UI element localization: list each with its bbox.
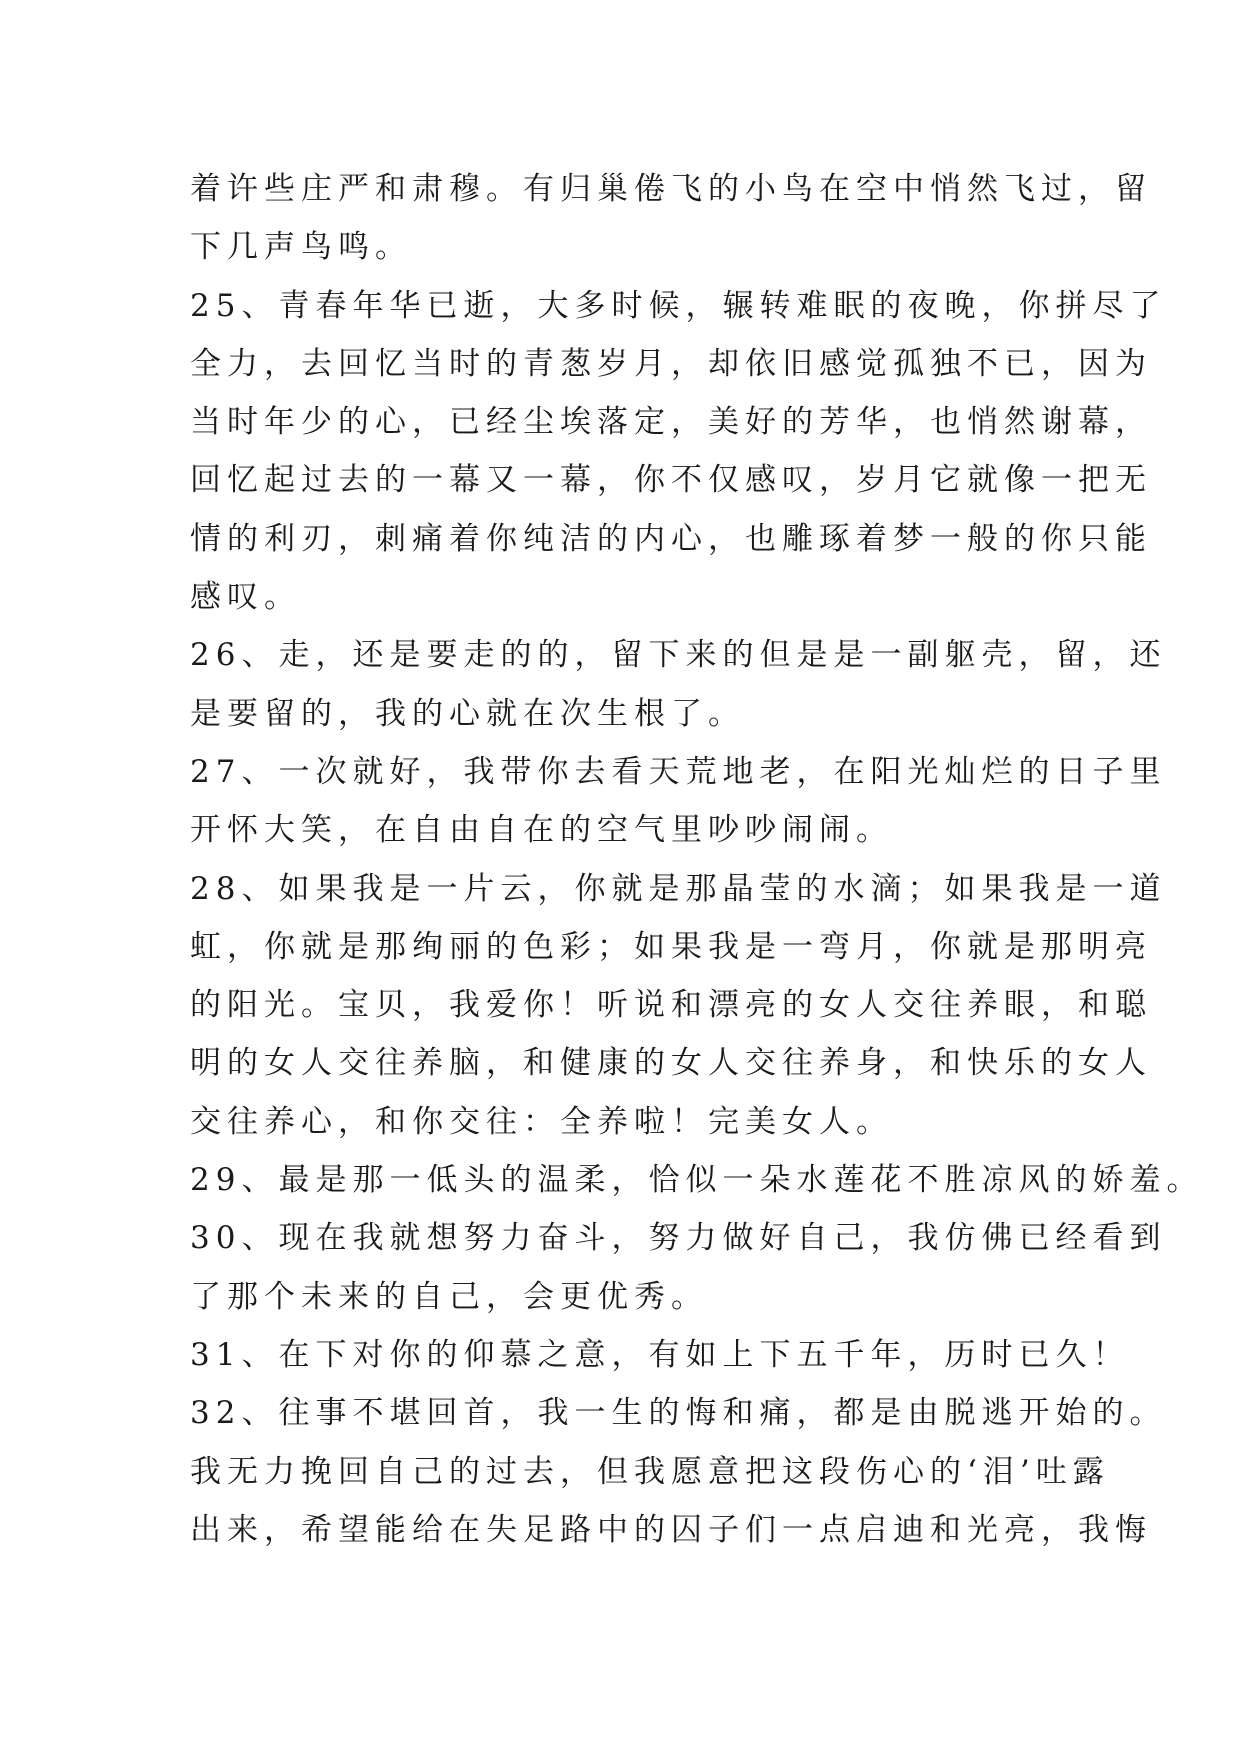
text-line: 情的利刃，刺痛着你纯洁的内心，也雕琢着梦一般的你只能 [190,520,1152,557]
text-line: 着许些庄严和肃穆。有归巢倦飞的小鸟在空中悄然飞过，留 [190,171,1152,207]
text-line: 的阳光。宝贝，我爱你！听说和漂亮的女人交往养眼，和聪 [190,987,1152,1024]
text-line: 32、往事不堪回首，我一生的悔和痛，都是由脱逃开始的。 [190,1395,1167,1432]
text-line: 明的女人交往养脑，和健康的女人交往养身，和快乐的女人 [190,1045,1152,1082]
body-text [190,160,1204,1559]
text-line: 全力，去回忆当时的青葱岁月，却依旧感觉孤独不已，因为 [190,345,1152,382]
text-line: 28、如果我是一片云，你就是那晶莹的水滴；如果我是一道 [190,870,1167,907]
text-line: 29、最是那一低头的温柔，恰似一朵水莲花不胜凉风的娇羞。 [190,1162,1204,1199]
text-line: 下几声鸟鸣。 [190,229,412,266]
text-line: 30、现在我就想努力奋斗，努力做好自己，我仿佛已经看到 [190,1220,1167,1257]
text-line: 26、走，还是要走的的，留下来的但是是一副躯壳，留，还 [190,637,1167,674]
text-line: 了那个未来的自己，会更优秀。 [190,1278,708,1315]
text-line: 交往养心，和你交往：全养啦！完美女人。 [190,1103,893,1140]
text-line: 31、在下对你的仰慕之意，有如上下五千年，历时已久！ [190,1336,1130,1373]
text-line: 是要留的，我的心就在次生根了。 [190,695,745,732]
text-line: 开怀大笑，在自由自在的空气里吵吵闹闹。 [190,812,893,849]
text-line: 25、青春年华已逝，大多时候，辗转难眠的夜晚，你拼尽了 [190,287,1167,324]
text-line: 虹，你就是那绚丽的色彩；如果我是一弯月，你就是那明亮 [190,928,1152,965]
text-line: 我无力挽回自己的过去，但我愿意把这段伤心的‘泪’吐露 [190,1453,1110,1490]
text-line: 感叹。 [190,579,301,616]
text-line: 27、一次就好，我带你去看天荒地老，在阳光灿烂的日子里 [190,753,1167,790]
text-line: 当时年少的心，已经尘埃落定，美好的芳华，也悄然谢幕， [190,404,1152,441]
text-line: 出来，希望能给在失足路中的囚子们一点启迪和光亮，我悔 [190,1511,1152,1548]
text-line: 回忆起过去的一幕又一幕，你不仅感叹，岁月它就像一把无 [190,462,1152,499]
